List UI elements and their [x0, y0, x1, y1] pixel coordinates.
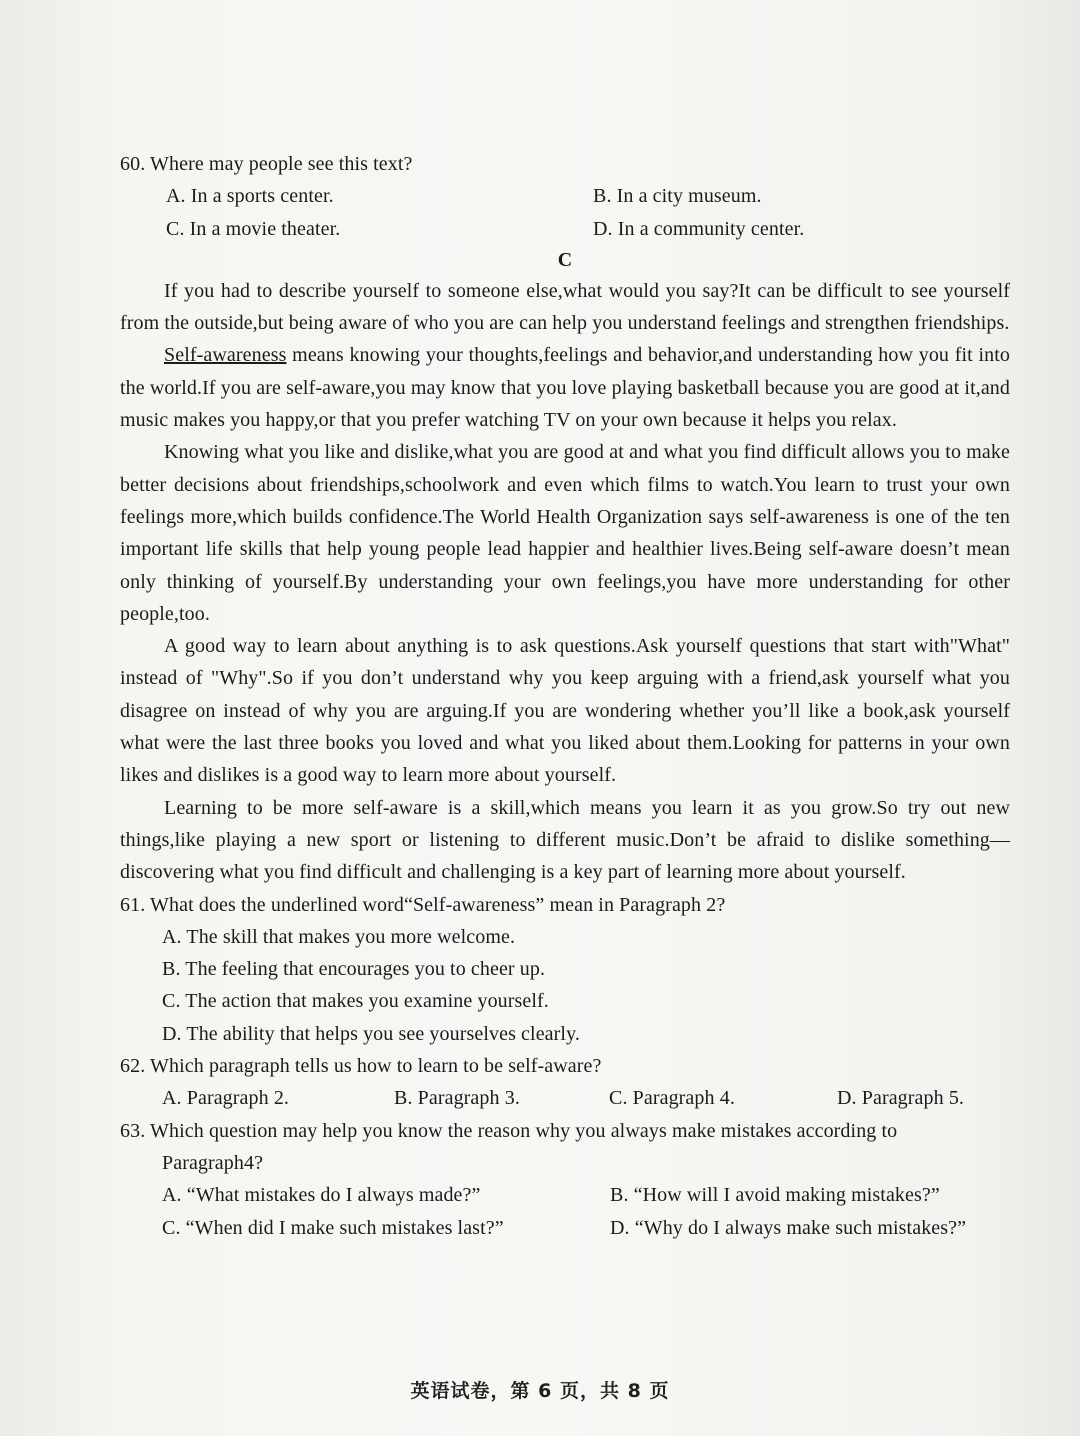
section-label: C [557, 248, 573, 271]
question-60-option-b: B. In a city museum. [593, 185, 762, 208]
question-61-option-a: A. The skill that makes you more welcome. [162, 925, 516, 948]
question-60-options [120, 180, 1010, 245]
question-63-option-d: D. “Why do I always make such mistakes?” [610, 1216, 967, 1239]
question-60-option-c: C. In a movie theater. [166, 217, 341, 240]
question-60-option-d: D. In a community center. [593, 217, 805, 240]
question-62-option-a: A. Paragraph 2. [162, 1087, 290, 1110]
question-61-stem: 61. What does the underlined word“Self-awareness” mean in Paragraph 2? [120, 893, 726, 916]
passage-paragraph-2-text: means knowing your thoughts,feelings and behavior,and understanding how you fit into the world.If you are self-aware,you may know that you love playing basketball because you are good at it,and music makes you happy,or that you prefer watching TV on your own because it helps you relax. [120, 344, 1010, 432]
question-62-stem: 62. Which paragraph tells us how to learn to be self-aware? [120, 1055, 602, 1078]
question-62-option-d: D. Paragraph 5. [837, 1087, 965, 1110]
page-footer: 英语试卷，第 6 页，共 8 页 [410, 1380, 670, 1402]
question-60-stem: 60. Where may people see this text? [120, 153, 413, 175]
passage-paragraph-5: Learning to be more self-aware is a skill,which means you learn it as you grow.So try out new things,like playing a new sport or listening to different music.Don’t be afraid to dislike something— discovering what you find difficult and challenging is a key part of learning more about yourself. [120, 796, 1010, 884]
question-61-option-d: D. The ability that helps you see yourselves clearly. [162, 1022, 580, 1045]
passage-paragraph-4: A good way to learn about anything is to ask questions.Ask yourself questions that start with"What" instead of "Why".So if you don’t understand why you keep arguing with a friend,ask yourself what you disagree on instead of why you are arguing.If you are wondering whether you’ll like a book,ask yourself what were the last three books you loved and what you liked about them.Looking for patterns in your own likes and dislikes is a good way to learn more about yourself. [120, 635, 1010, 787]
underlined-word: Self-awareness [164, 344, 287, 367]
question-63-stem-continued: Paragraph4? [162, 1151, 264, 1174]
question-62-option-b: B. Paragraph 3. [394, 1087, 520, 1110]
passage-paragraph-1: If you had to describe yourself to someone else,what would you say?It can be difficult to see yourself from the outside,but being aware of who you are can help you understand feelings and strengthen friendships. [120, 279, 1010, 335]
question-63-option-c: C. “When did I make such mistakes last?” [162, 1216, 504, 1239]
question-61-option-c: C. The action that makes you examine yourself. [162, 990, 549, 1013]
question-63-option-b: B. “How will I avoid making mistakes?” [610, 1184, 940, 1207]
question-62-options [120, 1082, 1010, 1114]
passage-paragraph-2 [120, 339, 1010, 436]
question-61-option-b: B. The feeling that encourages you to cheer up. [162, 958, 546, 981]
question-63-stem: 63. Which question may help you know the reason why you always make mistakes according to [120, 1119, 898, 1142]
question-60-option-a: A. In a sports center. [166, 185, 334, 208]
question-62-option-c: C. Paragraph 4. [609, 1087, 735, 1110]
passage-paragraph-3: Knowing what you like and dislike,what you are good at and what you find difficult allows you to make better decisions about friendships,schoolwork and even which films to watch.You learn to trust your own feelings more,which builds confidence.The World Health Organization says self-awareness is one of the ten important life skills that help young people lead happier and healthier lives.Being self-aware doesn’t mean only thinking of yourself.By understanding your own feelings,you have more understanding for other people,too. [120, 441, 1010, 625]
question-63-option-a: A. “What mistakes do I always made?” [162, 1184, 481, 1207]
page-content [120, 148, 1010, 1244]
question-63-options [120, 1179, 1010, 1244]
